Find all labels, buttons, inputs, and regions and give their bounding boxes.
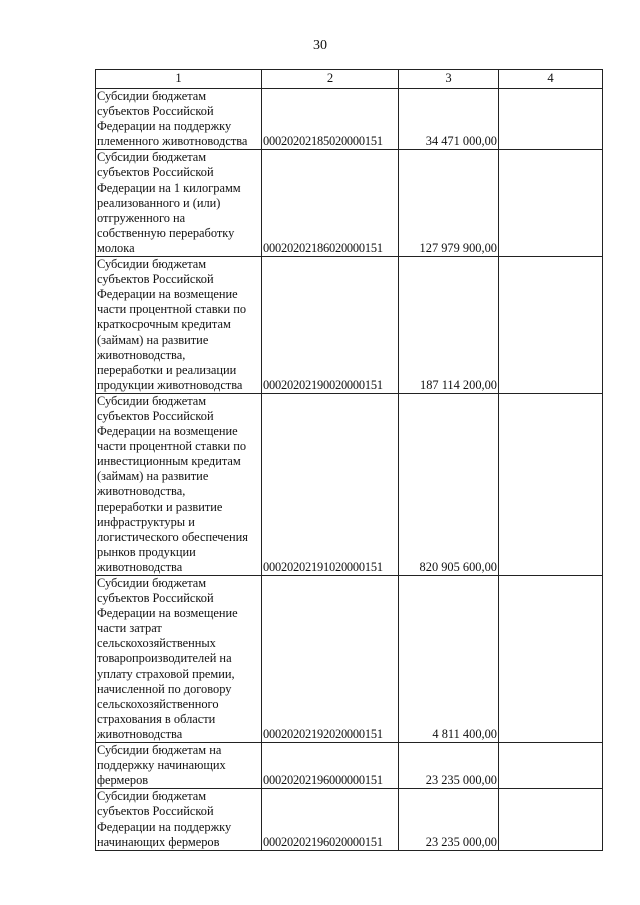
- row-code: 00020202185020000151: [262, 89, 399, 150]
- row-amount: 34 471 000,00: [399, 89, 499, 150]
- row-amount: 127 979 900,00: [399, 150, 499, 257]
- row-description: Субсидии бюджетам субъектов Российской Федерации на возмещение части процентной ставки по инвестиционным кредитам (займам) на развитие животноводства, переработки и развитие инфраструктуры и логистического обеспечения рынков продукции животноводства: [96, 393, 262, 575]
- column-header-2: 2: [262, 70, 399, 89]
- row-column-4: [499, 789, 603, 850]
- budget-table: [95, 69, 603, 851]
- row-amount: 187 114 200,00: [399, 257, 499, 394]
- row-code: 00020202186020000151: [262, 150, 399, 257]
- row-column-4: [499, 576, 603, 743]
- row-amount: 23 235 000,00: [399, 743, 499, 789]
- row-description: Субсидии бюджетам субъектов Российской Федерации на поддержку начинающих фермеров: [96, 789, 262, 850]
- row-column-4: [499, 150, 603, 257]
- row-description: Субсидии бюджетам на поддержку начинающих фермеров: [96, 743, 262, 789]
- table-header-row: [96, 70, 603, 89]
- row-amount: 820 905 600,00: [399, 393, 499, 575]
- column-header-4: 4: [499, 70, 603, 89]
- row-column-4: [499, 89, 603, 150]
- row-code: 00020202191020000151: [262, 393, 399, 575]
- column-header-1: 1: [96, 70, 262, 89]
- row-description: Субсидии бюджетам субъектов Российской Федерации на возмещение части затрат сельскохозяйственных товаропроизводителей на уплату страховой премии, начисленной по договору сельскохозяйственного страхования в области животноводства: [96, 576, 262, 743]
- table-row: [96, 150, 603, 257]
- table-row: [96, 576, 603, 743]
- row-code: 00020202190020000151: [262, 257, 399, 394]
- table-row: [96, 89, 603, 150]
- row-description: Субсидии бюджетам субъектов Российской Федерации на 1 килограмм реализованного и (или) отгруженного на собственную переработку молока: [96, 150, 262, 257]
- row-code: 00020202196020000151: [262, 789, 399, 850]
- table-row: [96, 789, 603, 850]
- row-description: Субсидии бюджетам субъектов Российской Федерации на возмещение части процентной ставки по краткосрочным кредитам (займам) на развитие животноводства, переработки и реализации продукции животноводства: [96, 257, 262, 394]
- row-amount: 4 811 400,00: [399, 576, 499, 743]
- row-column-4: [499, 743, 603, 789]
- page-number: 30: [313, 38, 327, 53]
- column-header-3: 3: [399, 70, 499, 89]
- row-column-4: [499, 257, 603, 394]
- table-row: [96, 257, 603, 394]
- row-amount: 23 235 000,00: [399, 789, 499, 850]
- row-column-4: [499, 393, 603, 575]
- row-code: 00020202196000000151: [262, 743, 399, 789]
- row-code: 00020202192020000151: [262, 576, 399, 743]
- table-row: [96, 743, 603, 789]
- table-row: [96, 393, 603, 575]
- row-description: Субсидии бюджетам субъектов Российской Федерации на поддержку племенного животноводства: [96, 89, 262, 150]
